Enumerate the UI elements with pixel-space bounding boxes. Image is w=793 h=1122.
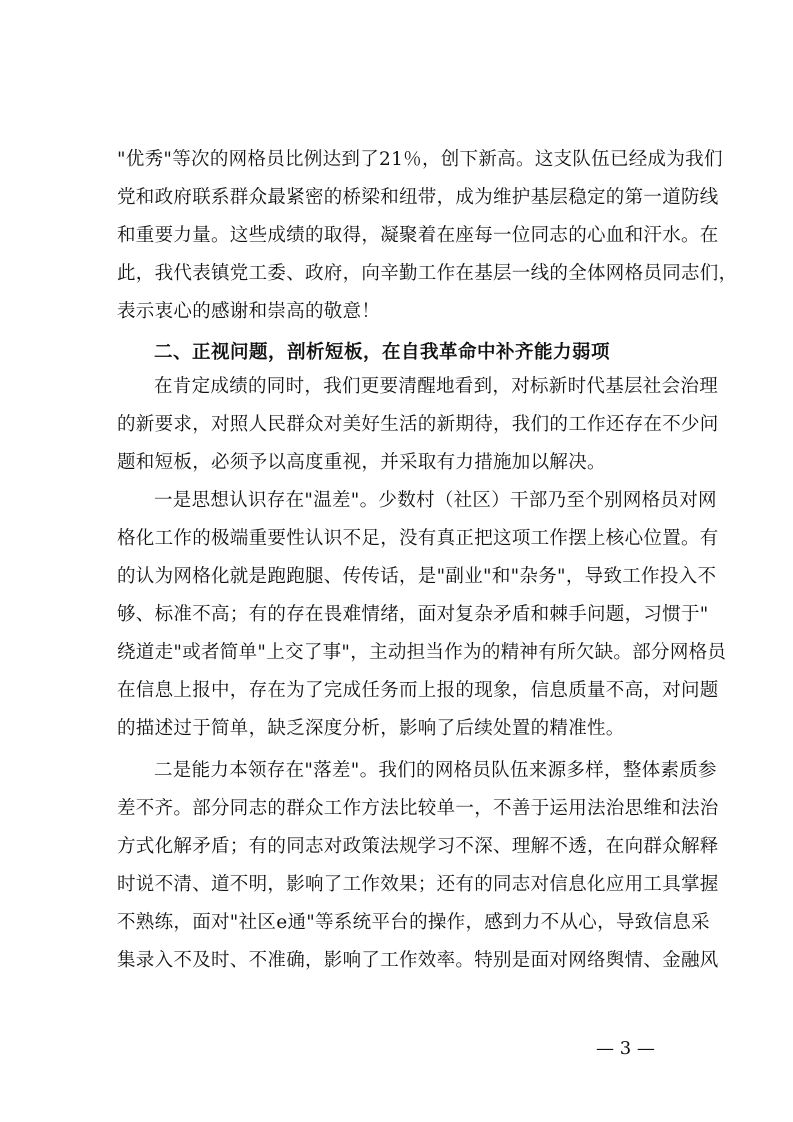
text-line: 时说不清、道不明，影响了工作效果；还有的同志对信息化应用工具掌握 [117, 874, 719, 895]
text-line: 绕道走"或者简单"上交了事"，主动担当作为的精神有所欠缺。部分网格员 [117, 642, 727, 663]
text-line: 在肯定成绩的同时，我们更要清醒地看到，对标新时代基层社会治理 [154, 376, 719, 397]
page-number: — 3 — [596, 1038, 655, 1059]
text-line: 集录入不及时、不准确，影响了工作效率。特别是面对网络舆情、金融风 [117, 950, 719, 971]
text-line: 二是能力本领存在"落差"。我们的网格员队伍来源多样，整体素质参 [154, 760, 717, 781]
text-line: 的新要求，对照人民群众对美好生活的新期待，我们的工作还存在不少问 [117, 414, 719, 435]
text-line: "优秀"等次的网格员比例达到了21％，创下新高。这支队伍已经成为我们 [117, 149, 723, 170]
text-line: 够、标准不高；有的存在畏难情绪，面对复杂矛盾和棘手问题，习惯于" [117, 604, 709, 625]
text-line: 一是思想认识存在"温差"。少数村（社区）干部乃至个别网格员对网 [154, 490, 717, 511]
text-line: 方式化解矛盾；有的同志对政策法规学习不深、理解不透，在向群众解释 [117, 836, 719, 857]
text-line: 不熟练，面对"社区e通"等系统平台的操作，感到力不从心，导致信息采 [117, 912, 710, 933]
text-line: 差不齐。部分同志的群众工作方法比较单一，不善于运用法治思维和法治 [117, 798, 719, 819]
text-line: 的描述过于简单，缺乏深度分析，影响了后续处置的精准性。 [117, 718, 625, 739]
text-line: 表示衷心的感谢和崇高的敬意！ [117, 301, 381, 322]
text-line: 的认为网格化就是跑跑腿、传传话，是"副业"和"杂务"，导致工作投入不 [117, 566, 717, 587]
text-line: 党和政府联系群众最紧密的桥梁和纽带，成为维护基层稳定的第一道防线 [117, 187, 719, 208]
section-heading: 二、正视问题，剖析短板，在自我革命中补齐能力弱项 [154, 342, 611, 363]
text-line: 在信息上报中，存在为了完成任务而上报的现象，信息质量不高，对问题 [117, 680, 719, 701]
text-line: 格化工作的极端重要性认识不足，没有真正把这项工作摆上核心位置。有 [117, 528, 719, 549]
text-line: 和重要力量。这些成绩的取得，凝聚着在座每一位同志的心血和汗水。在 [117, 225, 719, 246]
text-line: 题和短板，必须予以高度重视，并采取有力措施加以解决。 [117, 452, 606, 473]
text-line: 此，我代表镇党工委、政府，向辛勤工作在基层一线的全体网格员同志们， [117, 263, 738, 284]
